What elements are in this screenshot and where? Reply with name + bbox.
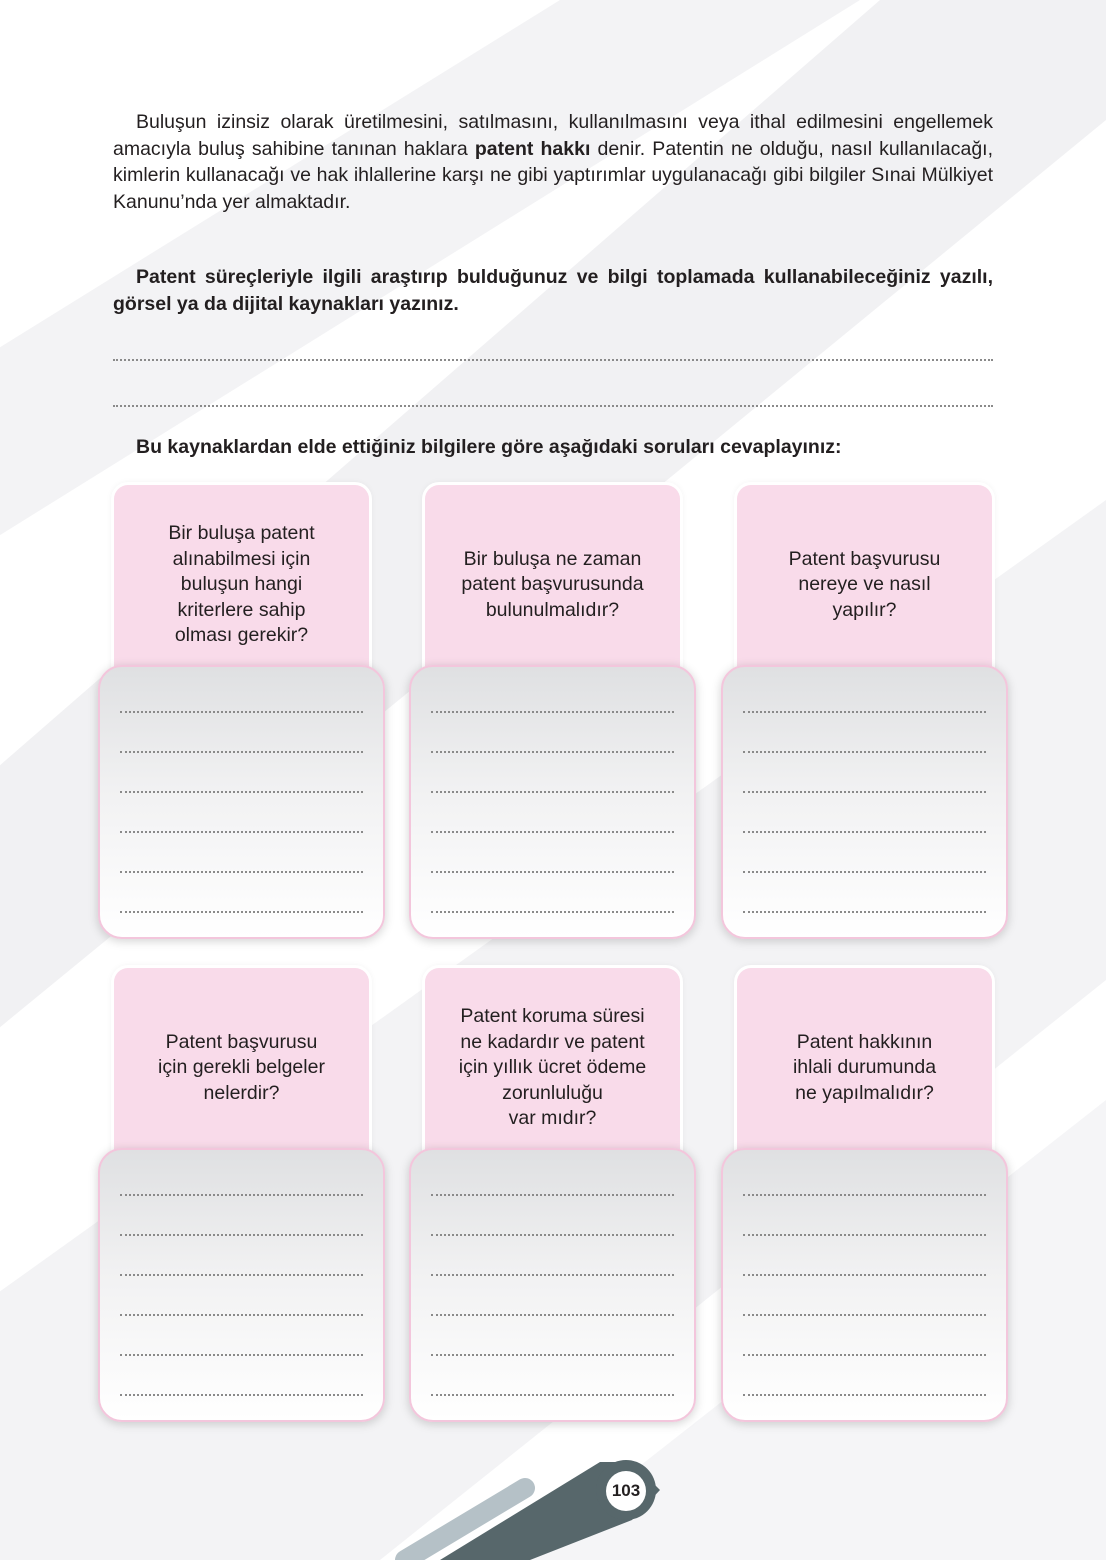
- answer-line-1[interactable]: [113, 359, 993, 361]
- page-number: 103: [606, 1471, 646, 1511]
- questions-prompt: Bu kaynaklardan elde ettiğiniz bilgilere göre aşağıdaki soruları cevaplayınız:: [136, 436, 842, 458]
- question-box: [425, 968, 680, 1168]
- question-card-1: [98, 485, 385, 940]
- intro-text-after: denir. Patentin ne olduğu, nasıl kullanılacağı, kimlerin kullanacağı ve hak ihlallerine karşı ne gibi yaptırımlar uygulanacağı gibi bilgiler Sınai Mülkiyet Kanunu’nda yer almaktadır.: [113, 137, 994, 213]
- answer-box[interactable]: [98, 665, 385, 939]
- patent-hakki-term: patent hakkı: [474, 137, 591, 160]
- question-card-6: [721, 968, 1008, 1423]
- question-text: Patent hakkının ihlali durumunda ne yapılmalıdır?: [792, 1030, 937, 1104]
- task-prompt: Patent süreçleriyle ilgili araştırıp bulduğunuz ve bilgi toplamada kullanabileceğiniz yazılı, görsel ya da dijital kaynakları yazınız.: [113, 266, 993, 315]
- question-card-5: [409, 968, 696, 1423]
- intro-text-before: Buluşun izinsiz olarak üretilmesini, satılmasını, kullanılmasını veya ithal edilmesini engellemek amacıyla buluş sahibine tanınan haklara: [113, 111, 993, 160]
- question-box: [425, 485, 680, 685]
- answer-line-2[interactable]: [113, 405, 993, 407]
- question-box: [114, 485, 369, 685]
- intro-paragraph: [113, 109, 993, 215]
- question-text: Patent başvurusu nereye ve nasıl yapılır?: [788, 547, 941, 621]
- question-card-3: [721, 485, 1008, 940]
- question-box: [737, 968, 992, 1168]
- question-text: Patent başvurusu için gerekli belgeler nelerdir?: [158, 1030, 325, 1104]
- question-box: [114, 968, 369, 1168]
- question-card-4: [98, 968, 385, 1423]
- question-box: [737, 485, 992, 685]
- answer-box[interactable]: [721, 1148, 1008, 1422]
- question-card-2: [409, 485, 696, 940]
- answer-box[interactable]: [721, 665, 1008, 939]
- answer-box[interactable]: [409, 665, 696, 939]
- question-text: Patent koruma süresi ne kadardır ve patent için yıllık ücret ödeme zorunluluğu var mıdır?: [458, 1005, 647, 1130]
- answer-box[interactable]: [98, 1148, 385, 1422]
- answer-box[interactable]: [409, 1148, 696, 1422]
- question-text: Bir buluşa patent alınabilmesi için buluşun hangi kriterlere sahip olması gerekir?: [168, 522, 315, 647]
- question-text: Bir buluşa ne zaman patent başvurusunda bulunulmalıdır?: [461, 547, 644, 621]
